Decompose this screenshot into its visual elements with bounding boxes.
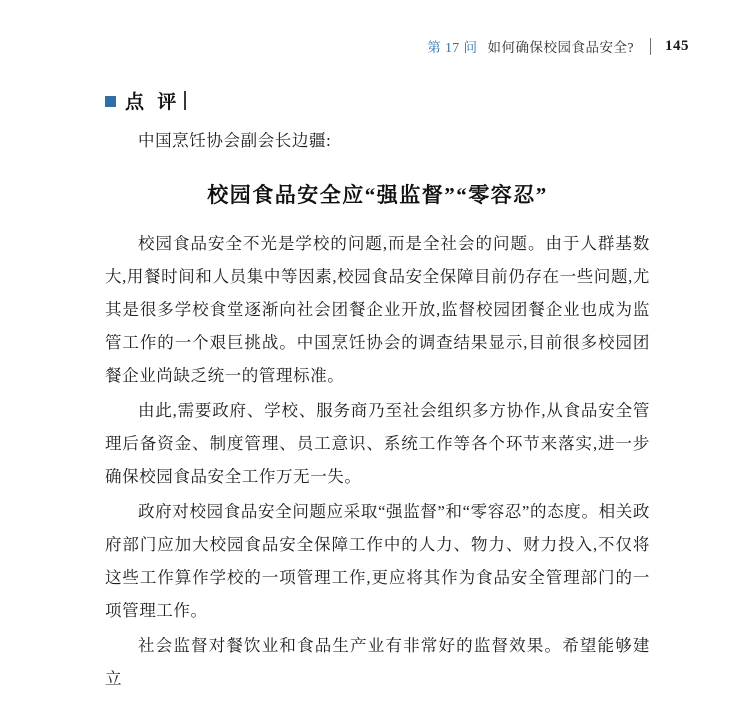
article-title: 校园食品安全应“强监督”“零容忍” xyxy=(207,183,548,207)
section-heading-label: 点 评 xyxy=(125,91,181,113)
running-header xyxy=(427,36,689,56)
article-body xyxy=(105,124,650,697)
header-divider xyxy=(650,38,651,55)
section-heading-divider xyxy=(184,91,186,110)
square-bullet-icon xyxy=(105,96,116,107)
paragraph: 政府对校园食品安全问题应采取“强监督”和“零容忍”的态度。相关政府部门应加大校园食品安全保障工作中的人力、物力、财力投入,不仅将这些工作算作学校的一项管理工作,更应将其作为食品安全管理部门的一项管理工作。 xyxy=(105,502,650,620)
paragraph: 校园食品安全不光是学校的问题,而是全社会的问题。由于人群基数大,用餐时间和人员集中等因素,校园食品安全保障目前仍存在一些问题,尤其是很多学校食堂逐渐向社会团餐企业开放,监督校园团餐企业也成为监管工作的一个艰巨挑战。中国烹饪协会的调查结果显示,目前很多校园团餐企业尚缺乏统一的管理标准。 xyxy=(105,234,650,385)
section-heading xyxy=(105,88,186,112)
paragraph: 由此,需要政府、学校、服务商乃至社会组织多方协作,从食品安全管理后备资金、制度管理、员工意识、系统工作等各个环节来落实,进一步确保校园食品安全工作万无一失。 xyxy=(105,401,650,486)
byline: 中国烹饪协会副会长边疆: xyxy=(138,131,332,150)
paragraph: 社会监督对餐饮业和食品生产业有非常好的监督效果。希望能够建立 xyxy=(105,636,650,688)
header-question-title: 如何确保校园食品安全? xyxy=(487,40,634,55)
page-number: 145 xyxy=(665,37,689,54)
header-question-number: 第 17 问 xyxy=(427,40,478,55)
